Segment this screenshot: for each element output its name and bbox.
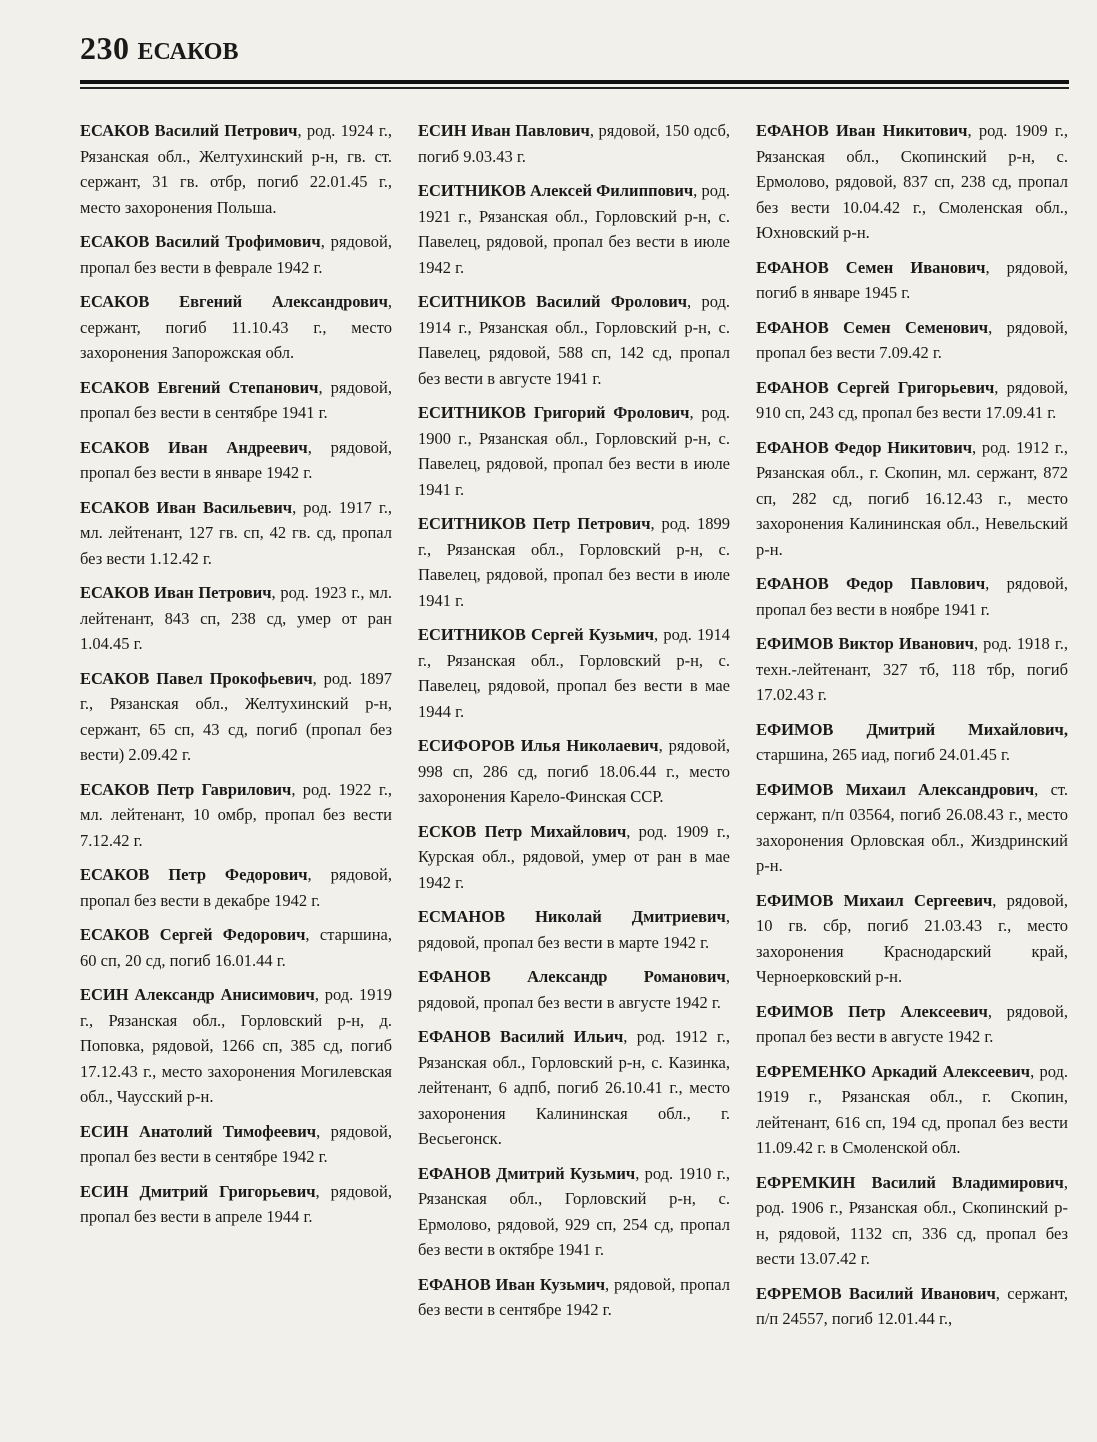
entry (756, 1059, 1068, 1161)
entry-name: ЕСИТНИКОВ Алексей Филиппович (418, 181, 694, 200)
entry-text: , рядовой, пропал без вести в сентябре 1942 г. (80, 1121, 392, 1166)
entry (80, 666, 392, 768)
entry-name: ЕФАНОВ Иван Никитович (756, 121, 968, 140)
entry-name: ЕСАКОВ Иван Андреевич (80, 437, 308, 457)
entry-name: ЕФАНОВ Семен Иванович (756, 257, 986, 277)
entry-text: , рядовой, 910 сп, 243 сд, пропал без вести 17.09.41 г. (756, 377, 1068, 422)
entry-text: , рядовой, 998 сп, 286 сд, погиб 18.06.44 г., место захоронения Карело-Финская ССР. (418, 736, 730, 806)
entry-text: , рядовой, пропал без вести в сентябре 1942 г. (418, 1274, 730, 1319)
entry-name: ЕСАКОВ Иван Петрович (80, 583, 272, 602)
header-rule-thick (80, 80, 1069, 84)
entry (418, 904, 730, 955)
entry-name: ЕСИН Иван Павлович (418, 121, 590, 140)
entry-text: , род. 1899 г., Рязанская обл., Горловский р-н, с. Павелец, рядовой, пропал без вести в июле 1941 г. (418, 514, 730, 610)
entry-text: , рядовой, пропал без вести 7.09.42 г. (756, 317, 1068, 362)
entry-text: , род. 1918 г., техн.-лейтенант, 327 тб, 118 тбр, погиб 17.02.43 г. (756, 634, 1069, 704)
page-number: 230 (80, 30, 130, 66)
entry-name: ЕФРЕМЕНКО Аркадий Алексеевич (756, 1061, 1031, 1081)
entry-name: ЕФИМОВ Петр Алексеевич (756, 1001, 988, 1021)
entry-name: ЕСАКОВ Евгений Александрович (80, 292, 388, 311)
entry-name: ЕСМАНОВ Николай Дмитриевич (418, 907, 726, 926)
entry-text: , рядовой, пропал без вести в ноябре 1941 г. (756, 574, 1068, 619)
entry (80, 777, 392, 854)
column-3 (756, 118, 1068, 1341)
entry (80, 375, 392, 426)
entry-name: ЕСИН Александр Анисимович (80, 985, 315, 1004)
entry (756, 1170, 1068, 1272)
entry-name: ЕСИТНИКОВ Григорий Фролович (418, 403, 690, 422)
entry (418, 622, 730, 724)
entry-name: ЕФИМОВ Виктор Иванович (756, 634, 974, 653)
entry-text: , род. 1919 г., Рязанская обл., Горловский р-н, д. Поповка, рядовой, 1266 сп, 385 сд, погиб 17.12.43 г., место захоронения Могилевская обл., Чаусский р-н. (80, 985, 392, 1106)
entry-text: , рядовой, 10 гв. сбр, погиб 21.03.43 г., место захоронения Краснодарский край, Черноерковский р-н. (756, 890, 1068, 986)
entry (80, 1179, 392, 1230)
entry (756, 571, 1068, 622)
entry-text: , рядовой, пропал без вести в августе 1942 г. (756, 1001, 1068, 1046)
entry-name: ЕФАНОВ Дмитрий Кузьмич (418, 1163, 636, 1183)
entry-name: ЕФРЕМОВ Василий Иванович (756, 1283, 996, 1303)
entry-text: , род. 1897 г., Рязанская обл., Желтухинский р-н, сержант, 65 сп, 43 сд, погиб (пропал без вести) 2.09.42 г. (80, 668, 392, 764)
entry (756, 1281, 1068, 1332)
entry (80, 229, 392, 280)
entry (418, 733, 730, 810)
entry (418, 819, 730, 896)
column-1 (80, 118, 392, 1341)
entry-text: , рядовой, погиб в январе 1945 г. (756, 257, 1068, 302)
entry-text: , рядовой, 150 одсб, погиб 9.03.43 г. (418, 121, 730, 166)
entry (418, 511, 730, 613)
header-rule-thin (80, 87, 1069, 89)
entry-name: ЕСАКОВ Сергей Федорович (80, 925, 306, 944)
entry-text: , род. 1924 г., Рязанская обл., Желтухинский р-н, гв. ст. сержант, 31 гв. отбр, погиб 22.01.45 г., место захоронения Польша. (80, 121, 393, 217)
entry-name: ЕФАНОВ Сергей Григорьевич (756, 377, 995, 397)
entry (80, 435, 392, 486)
entry-name: ЕСАКОВ Василий Трофимович (80, 232, 321, 251)
entry (80, 289, 392, 366)
entry-name: ЕФАНОВ Семен Семенович (756, 317, 989, 337)
entry (80, 118, 392, 220)
entry-text: , род. 1917 г., мл. лейтенант, 127 гв. сп, 42 гв. сд, пропал без вести 1.12.42 г. (80, 497, 393, 568)
entry-text: , рядовой, пропал без вести в марте 1942 г. (418, 907, 730, 952)
entry-name: ЕСАКОВ Василий Петрович (80, 121, 298, 140)
entry-name: ЕСАКОВ Петр Гаврилович (80, 779, 292, 799)
entry (80, 580, 392, 657)
entry-text: , рядовой, пропал без вести в декабре 1942 г. (80, 865, 392, 910)
entry (418, 1024, 730, 1152)
entry-text: , рядовой, пропал без вести в апреле 1944 г. (80, 1181, 393, 1226)
entry (756, 777, 1068, 879)
entry-text: , род. 1900 г., Рязанская обл., Горловский р-н, с. Павелец, рядовой, пропал без вести в июле 1941 г. (418, 403, 731, 499)
entry (418, 289, 730, 391)
entry (80, 1119, 392, 1170)
entry-text: , род. 1909 г., Рязанская обл., Скопинский р-н, с. Ермолово, рядовой, 837 сп, 238 сд, пропал без вести 10.04.42 г., Смоленская обл., Юхновский р-н. (756, 121, 1068, 242)
entry-text: , рядовой, пропал без вести в январе 1942 г. (80, 437, 392, 482)
entry-text: старшина, 265 иад, погиб 24.01.45 г. (756, 745, 1011, 764)
entry-name: ЕСИФОРОВ Илья Николаевич (418, 736, 659, 755)
entry (756, 999, 1068, 1050)
entry (80, 922, 392, 973)
entry-text: , сержант, погиб 11.10.43 г., место захоронения Запорожская обл. (80, 292, 392, 362)
entry-text: , ст. сержант, п/п 03564, погиб 26.08.43 г., место захоронения Орловская обл., Жиздринский р-н. (756, 779, 1068, 875)
entry-name: ЕСАКОВ Евгений Степанович (80, 377, 319, 397)
entry-name: ЕСИТНИКОВ Петр Петрович (418, 514, 651, 533)
entry-text: , род. 1914 г., Рязанская обл., Горловский р-н, с. Павелец, рядовой, пропал без вести в мае 1944 г. (418, 625, 730, 721)
entry-text: , род. 1912 г., Рязанская обл., г. Скопин, мл. сержант, 872 сп, 282 сд, погиб 16.12.43 г., место захоронения Калининская обл., Невельский р-н. (756, 437, 1068, 559)
entry (418, 964, 730, 1015)
entry-text: , рядовой, пропал без вести в феврале 1942 г. (80, 232, 393, 277)
entry (418, 1161, 730, 1263)
entry (756, 118, 1068, 246)
entry (756, 888, 1068, 990)
entry (756, 375, 1068, 426)
entry-text: , род. 1906 г., Рязанская обл., Скопинский р-н, рядовой, 1132 сп, 336 сд, пропал без вести 13.07.42 г. (756, 1172, 1068, 1268)
entry (756, 315, 1068, 366)
entry (756, 255, 1068, 306)
entry-name: ЕФРЕМКИН Василий Владимирович (756, 1172, 1064, 1192)
entry-name: ЕФИМОВ Михаил Александрович (756, 779, 1035, 799)
entry-name: ЕСИТНИКОВ Василий Фролович (418, 292, 688, 311)
entry-text: , род. 1910 г., Рязанская обл., Горловский р-н, с. Ермолово, рядовой, 929 сп, 254 сд, пропал без вести в октябре 1941 г. (418, 1163, 730, 1259)
entry-name: ЕФИМОВ Дмитрий Михайлович, (756, 719, 1068, 739)
entry-text: , род. 1919 г., Рязанская обл., г. Скопин, лейтенант, 616 сп, 194 сд, пропал без вести 11.09.42 г. в Смоленской обл. (756, 1061, 1069, 1157)
entry-text: , род. 1914 г., Рязанская обл., Горловский р-н, с. Павелец, рядовой, 588 сп, 142 сд, пропал без вести в августе 1941 г. (418, 292, 730, 388)
column-2 (418, 118, 730, 1341)
entry-text: , род. 1921 г., Рязанская обл., Горловский р-н, с. Павелец, рядовой, пропал без вести в июле 1942 г. (418, 181, 731, 277)
entry-name: ЕСИН Анатолий Тимофеевич (80, 1121, 317, 1141)
entry (418, 178, 730, 280)
entry-name: ЕСИТНИКОВ Сергей Кузьмич (418, 625, 655, 644)
entry-text: , сержант, п/п 24557, погиб 12.01.44 г., (756, 1283, 1068, 1328)
entry (418, 400, 730, 502)
entry-text: , рядовой, пропал без вести в августе 1942 г. (418, 967, 730, 1012)
entry (80, 495, 392, 572)
entry-text: , рядовой, пропал без вести в сентябре 1941 г. (80, 377, 392, 422)
entry (80, 982, 392, 1110)
entry-text: , род. 1909 г., Курская обл., рядовой, умер от ран в мае 1942 г. (418, 821, 730, 892)
text-columns (80, 118, 1068, 1341)
running-head: ЕСАКОВ (137, 39, 239, 65)
entry-name: ЕФАНОВ Александр Романович (418, 967, 726, 986)
entry (418, 1272, 730, 1323)
entry (418, 118, 730, 169)
entry (756, 435, 1068, 563)
entry-name: ЕСАКОВ Петр Федорович (80, 865, 308, 884)
entry-name: ЕСАКОВ Иван Васильевич (80, 497, 293, 517)
entry-text: , род. 1912 г., Рязанская обл., Горловский р-н, с. Казинка, лейтенант, 6 адпб, погиб 26.10.41 г., место захоронения Калининская обл., г. Весьегонск. (418, 1027, 730, 1148)
entry-text: , старшина, 60 сп, 20 сд, погиб 16.01.44 г. (80, 925, 393, 970)
entry (756, 631, 1068, 708)
entry-text: , род. 1922 г., мл. лейтенант, 10 омбр, пропал без вести 7.12.42 г. (80, 779, 392, 850)
entry-name: ЕФАНОВ Иван Кузьмич (418, 1274, 606, 1294)
entry (756, 717, 1068, 768)
entry-name: ЕФИМОВ Михаил Сергеевич (756, 890, 993, 910)
page-header (80, 30, 238, 67)
entry (80, 862, 392, 913)
entry-name: ЕФАНОВ Федор Павлович (756, 574, 986, 593)
entry-name: ЕФАНОВ Федор Никитович (756, 437, 973, 457)
entry-name: ЕСКОВ Петр Михайлович (418, 821, 627, 841)
entry-text: , род. 1923 г., мл. лейтенант, 843 сп, 238 сд, умер от ран 1.04.45 г. (80, 583, 392, 653)
entry-name: ЕСАКОВ Павел Прокофьевич (80, 668, 313, 688)
entry-name: ЕФАНОВ Василий Ильич (418, 1027, 624, 1046)
entry-name: ЕСИН Дмитрий Григорьевич (80, 1181, 316, 1201)
